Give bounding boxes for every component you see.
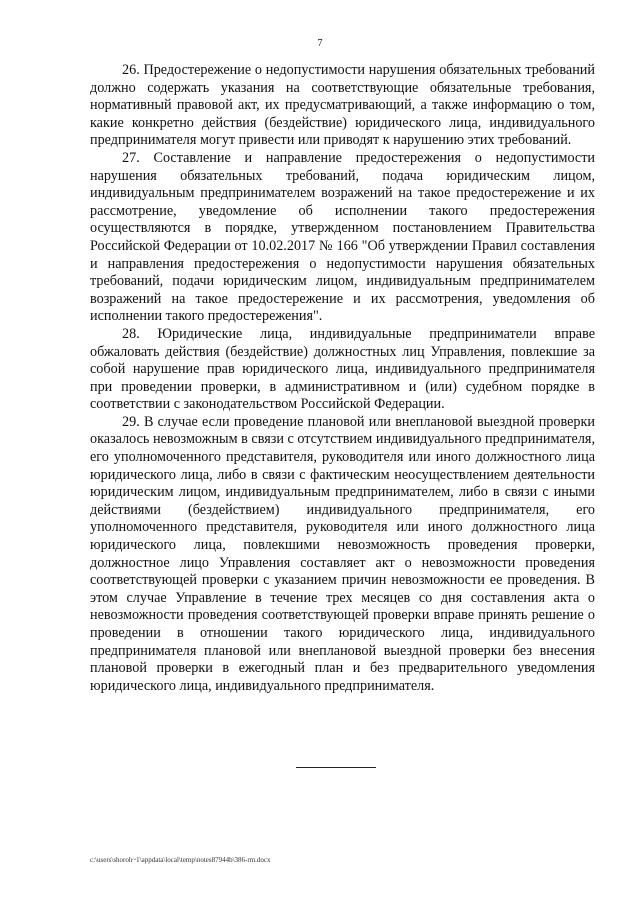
end-separator-line [296, 767, 376, 768]
document-body [90, 62, 595, 695]
paragraph-28: 28. Юридические лица, индивидуальные предприниматели вправе обжаловать действия (бездействие) должностных лиц Управления, повлекшие за собой нарушение прав юридического лица, индивидуального предпринимателя при проведении проверки, в административном и (или) судебном порядке в соответствии с законодательством Российской Федерации. [90, 325, 595, 413]
page-number: 7 [317, 38, 323, 49]
paragraph-29: 29. В случае если проведение плановой или внеплановой выездной проверки оказалось невозможным в связи с отсутствием индивидуального предпринимателя, его уполномоченного представителя, руководителя или иного должностного лица юридического лица, либо в связи с фактическим неосуществлением деятельности юридическим лицом, индивидуальным предпринимателем, либо в связи с иными действиями (бездействием) индивидуального предпринимателя, его уполномоченного представителя, руководителя или иного должностного лица юридического лица, повлекшими невозможность проведения проверки, должностное лицо Управления составляет акт о невозможности проведения соответствующей проверки с указанием причин невозможности ее проведения. В этом случае Управление в течение трех месяцев со дня составления акта о невозможности проведения соответствующей проверки вправе принять решение о проведении в отношении такого юридического лица, индивидуального предпринимателя плановой или внеплановой выездной проверки без внесения плановой проверки в ежегодный план и без предварительного уведомления юридического лица, индивидуального предпринимателя. [90, 413, 595, 694]
footer-file-path: c:\users\shoroh~1\appdata\local\temp\notes87944b\386-rm.docx [90, 856, 271, 864]
paragraph-26: 26. Предостережение о недопустимости нарушения обязательных требований должно содержать указания на соответствующие обязательные требования, нормативный правовой акт, их предусматривающий, а также информацию о том, какие конкретно действия (бездействие) юридического лица, индивидуального предпринимателя могут привести или приводят к нарушению этих требований. [90, 62, 595, 149]
paragraph-27: 27. Составление и направление предостережения о недопустимости нарушения обязательных требований, подача юридическим лицом, индивидуальным предпринимателем возражений на такое предостережение и их рассмотрение, уведомление об исполнении такого предостережения осуществляются в порядке, утвержденном постановлением Правительства Российской Федерации от 10.02.2017 № 166 "Об утверждении Правил составления и направления предостережения о недопустимости нарушения обязательных требований, подачи юридическим лицом, индивидуальным предпринимателем возражений на такое предостережение и их рассмотрения, уведомления об исполнении такого предостережения". [90, 149, 595, 325]
